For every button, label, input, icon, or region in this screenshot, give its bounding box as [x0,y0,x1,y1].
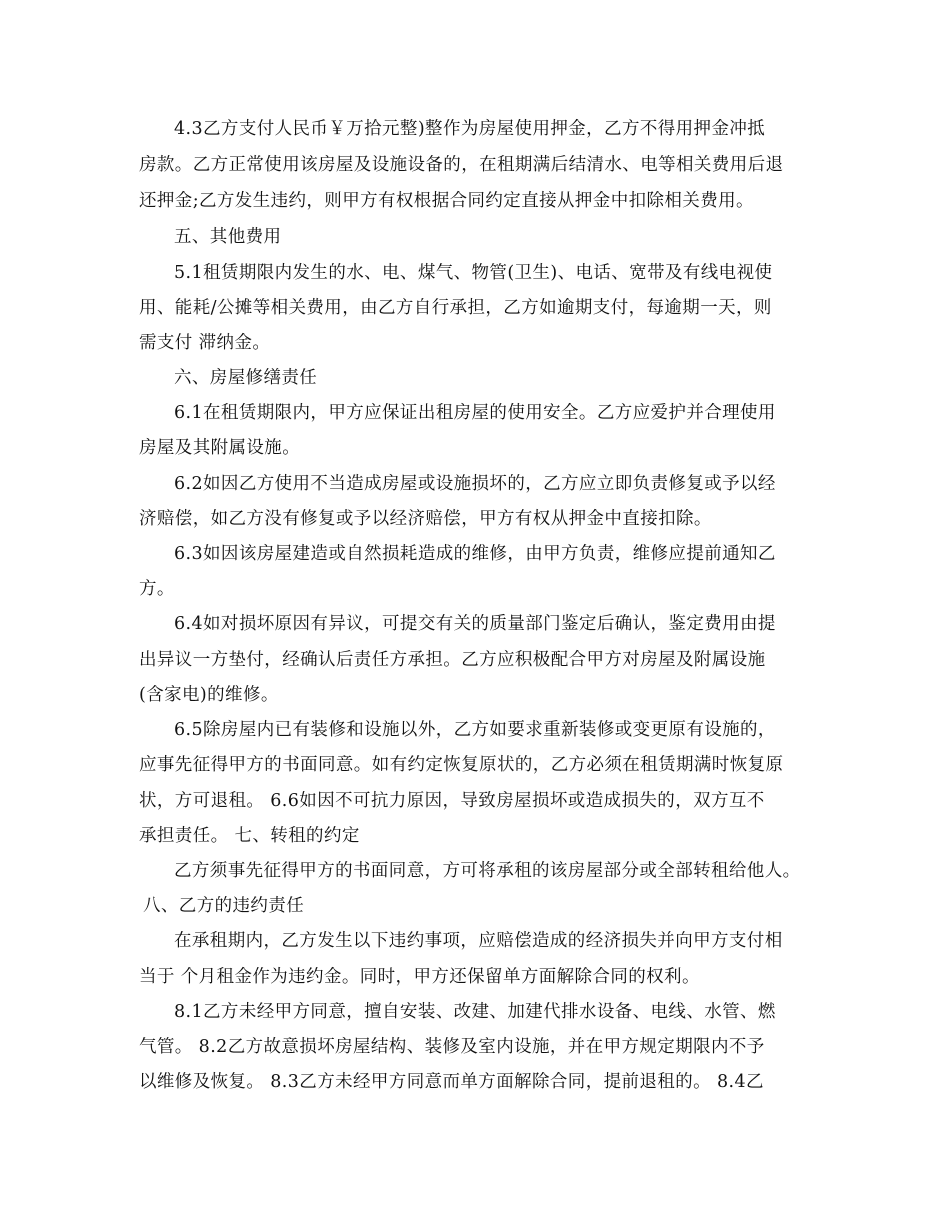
text-line: 乙方须事先征得甲方的书面同意，方可将承租的该房屋部分或全部转租给他人。 [174,861,801,881]
text-line: 还押金;乙方发生违约，则甲方有权根据合同约定直接从押金中扣除相关费用。 [139,191,754,211]
text-line: 5.1租赁期限内发生的水、电、煤气、物管(卫生)、电话、宽带及有线电视使 [174,263,773,283]
text-line: 方。 [139,579,175,599]
text-line: 6.5除房屋内已有装修和设施以外，乙方如要求重新装修或变更原有设施的， [174,720,776,740]
text-line: 6.2如因乙方使用不当造成房屋或设施损坏的，乙方应立即负责修复或予以经 [174,474,776,494]
text-line: 6.4如对损坏原因有异议，可提交有关的质量部门鉴定后确认，鉴定费用由提 [174,614,776,634]
section-heading: 六、房屋修缮责任 [174,368,318,388]
text-line: 承担责任。 七、转租的约定 [139,826,360,846]
text-line: 房款。乙方正常使用该房屋及设施设备的，在租期满后结清水、电等相关费用后退 [139,155,784,175]
text-line: 4.3乙方支付人民币￥万拾元整)整作为房屋使用押金，乙方不得用押金冲抵 [174,119,766,139]
text-line: 6.3如因该房屋建造或自然损耗造成的维修，由甲方负责，维修应提前通知乙 [174,544,776,564]
text-line: 当于 个月租金作为违约金。同时，甲方还保留单方面解除合同的权利。 [139,967,700,987]
text-line: 在承租期内，乙方发生以下违约事项，应赔偿造成的经济损失并向甲方支付相 [174,931,783,951]
text-line: 出异议一方垫付，经确认后责任方承担。乙方应积极配合甲方对房屋及附属设施 [139,650,766,670]
text-line: 8.1乙方未经甲方同意，擅自安装、改建、加建代排水设备、电线、水管、燃 [174,1002,776,1022]
text-line: 用、能耗/公摊等相关费用，由乙方自行承担，乙方如逾期支付，每逾期一天，则 [139,298,772,318]
text-line: 以维修及恢复。 8.3乙方未经甲方同意而单方面解除合同，提前退租的。 8.4乙 [139,1072,764,1092]
text-line: 济赔偿，如乙方没有修复或予以经济赔偿，甲方有权从押金中直接扣除。 [139,509,712,529]
text-line: 6.1在租赁期限内，甲方应保证出租房屋的使用安全。乙方应爱护并合理使用 [174,403,776,423]
text-line: 气管。 8.2乙方故意损坏房屋结构、装修及室内设施，并在甲方规定期限内不予 [139,1037,765,1057]
section-heading: 八、乙方的违约责任 [143,896,305,916]
text-line: 房屋及其附属设施。 [139,438,301,458]
text-line: 应事先征得甲方的书面同意。如有约定恢复原状的，乙方必须在租赁期满时恢复原 [139,755,784,775]
text-line: (含家电)的维修。 [139,685,279,705]
text-line: 需支付 滞纳金。 [139,333,271,353]
section-heading: 五、其他费用 [174,227,282,247]
text-line: 状，方可退租。 6.6如因不可抗力原因，导致房屋损坏或造成损失的，双方互不 [139,791,765,811]
